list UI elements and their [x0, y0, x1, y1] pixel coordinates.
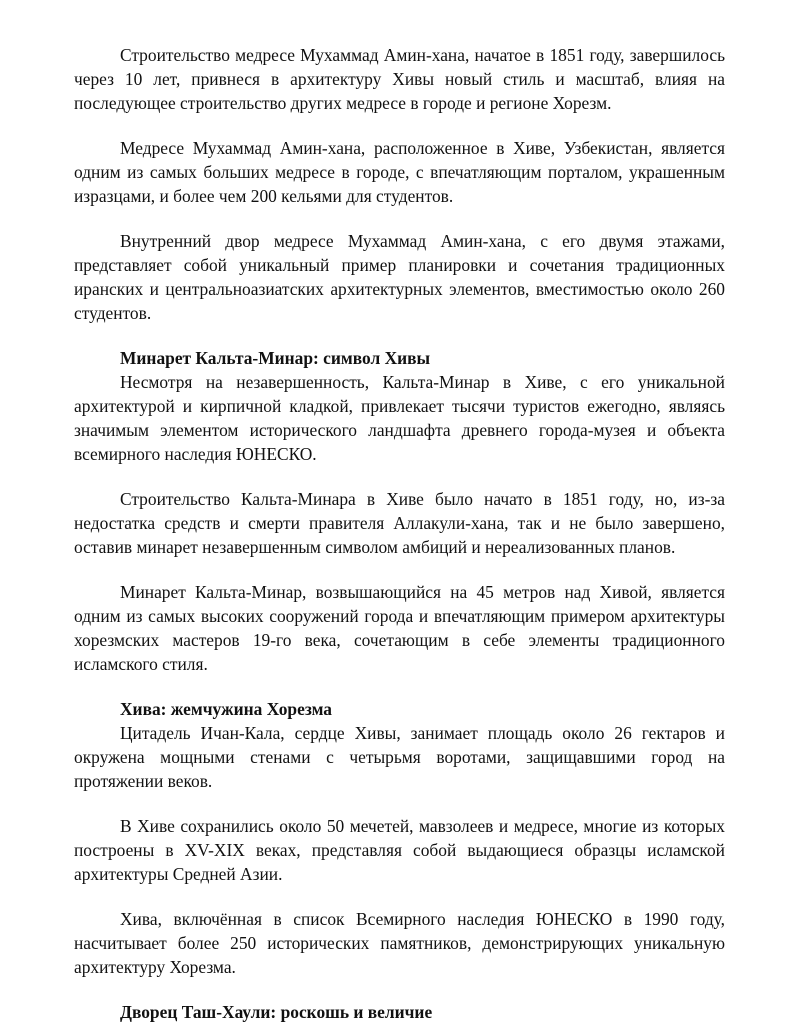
- paragraph-ichan-kala: Цитадель Ичан-Кала, сердце Хивы, занимает площадь около 26 гектаров и окружена мощными стенами с четырьмя воротами, защищавшими город на протяжении веков.: [74, 723, 725, 791]
- paragraph-khiva-mosques: В Хиве сохранились около 50 мечетей, мавзолеев и медресе, многие из которых построены в XV-XIX веках, представляя собой выдающиеся образцы исламской архитектуры Средней Азии.: [74, 816, 725, 884]
- paragraph-madrasa-description: Медресе Мухаммад Амин-хана, расположенное в Хиве, Узбекистан, является одним из самых больших медресе в городе, с впечатляющим порталом, украшенным изразцами, и более чем 200 кельями для студентов.: [74, 138, 725, 206]
- heading-khiva-pearl: Хива: жемчужина Хорезма: [120, 699, 332, 719]
- paragraph-madrasa-courtyard: Внутренний двор медресе Мухаммад Амин-хана, с его двумя этажами, представляет собой уникальный пример планировки и сочетания традиционных иранских и центральноазиатских архитектурных элементов, вместимостью около 260 студентов.: [74, 231, 725, 323]
- heading-kalta-minar: Минарет Кальта-Минар: символ Хивы: [120, 348, 431, 368]
- paragraph-kalta-minar-tourism: Несмотря на незавершенность, Кальта-Минар в Хиве, с его уникальной архитектурой и кирпичной кладкой, привлекает тысячи туристов ежегодно, являясь значимым элементом исторического ландшафта древнего города-музея и объекта всемирного наследия ЮНЕСКО.: [74, 372, 725, 464]
- paragraph-kalta-minar-construction: Строительство Кальта-Минара в Хиве было начато в 1851 году, но, из-за недостатка средств и смерти правителя Аллакули-хана, так и не было завершено, оставив минарет незавершенным символом амбиций и нереализованных планов.: [74, 489, 725, 557]
- paragraph-madrasa-construction: Строительство медресе Мухаммад Амин-хана, начатое в 1851 году, завершилось через 10 лет, привнеся в архитектуру Хивы новый стиль и масштаб, влияя на последующее строительство других медресе в городе и регионе Хорезм.: [74, 45, 725, 113]
- paragraph-kalta-minar-height: Минарет Кальта-Минар, возвышающийся на 45 метров над Хивой, является одним из самых высоких сооружений города и впечатляющим примером архитектуры хорезмских мастеров 19-го века, сочетающим в себе элементы традиционного исламского стиля.: [74, 582, 725, 674]
- paragraph-khiva-unesco: Хива, включённая в список Всемирного наследия ЮНЕСКО в 1990 году, насчитывает более 250 исторических памятников, демонстрирующих уникальную архитектуру Хорезма.: [74, 909, 725, 977]
- heading-tash-khauli: Дворец Таш-Хаули: роскошь и величие: [120, 1002, 433, 1022]
